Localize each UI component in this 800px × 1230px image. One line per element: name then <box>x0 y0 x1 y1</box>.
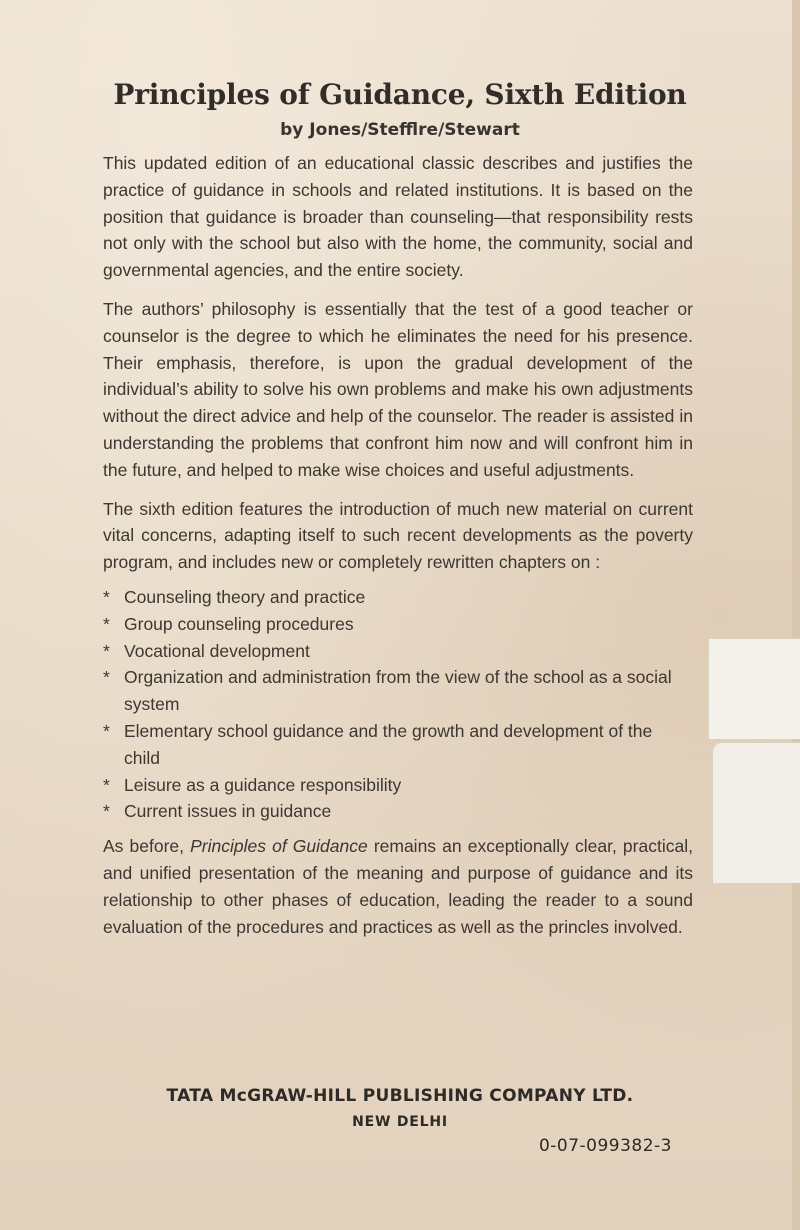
feature-item <box>103 664 693 718</box>
p4-rest: remains an exceptionally clear, practical, and unified presentation of the meaning and purpose of guidance and its relationship to other phases of education, leading the reader to a sound evaluation of the procedures and practices as well as the princles involved. <box>103 836 693 937</box>
feature-item <box>103 611 693 638</box>
p4-lead: As before, <box>103 836 185 857</box>
bullet-asterisk: * <box>103 720 110 741</box>
blurb-body <box>103 150 693 940</box>
feature-item <box>103 584 693 611</box>
bullet-asterisk: * <box>103 774 110 795</box>
publisher-city: NEW DELHI <box>352 1114 448 1130</box>
feature-text: Vocational development <box>124 640 310 661</box>
bullet-asterisk: * <box>103 586 110 607</box>
feature-text: Current issues in guidance <box>124 801 332 822</box>
book-title: Principles of Guidance, Sixth Edition <box>113 78 687 111</box>
blurb-paragraph-1: This updated edition of an educational classic describes and justifies the practice of guidance in schools and related institutions. It is based on the position that guidance is broader than counseling—that responsibility rests not only with the school but also with the home, the community, social and governmental agencies, and the entire society. <box>103 153 693 281</box>
feature-text: Organization and administration from the view of the school as a social system <box>124 667 672 715</box>
blurb-paragraph-3: The sixth edition features the introduction of much new material on current vital concerns, adapting itself to such recent developments as the poverty program, and includes new or completely rewritten chapters on : <box>103 498 693 573</box>
feature-text: Group counseling procedures <box>124 613 354 634</box>
isbn-number: 0-07-099382-3 <box>538 1136 672 1156</box>
feature-item <box>103 798 693 825</box>
feature-item <box>103 772 693 799</box>
bullet-asterisk: * <box>103 640 110 661</box>
feature-item <box>103 638 693 665</box>
bullet-asterisk: * <box>103 667 110 688</box>
bullet-asterisk: * <box>103 801 110 822</box>
tape-patch-lower <box>712 742 800 883</box>
cover-edge <box>792 0 800 1230</box>
book-title-italic: Principles of Guidance <box>190 836 368 857</box>
feature-text: Counseling theory and practice <box>124 586 366 607</box>
feature-list <box>103 584 693 825</box>
blurb-paragraph-4 <box>103 833 693 940</box>
feature-text: Elementary school guidance and the growth and development of the child <box>124 720 653 768</box>
publisher-name: TATA McGRAW-HILL PUBLISHING COMPANY LTD. <box>166 1086 634 1106</box>
blurb-paragraph-2: The authors’ philosophy is essentially that the test of a good teacher or counselor is the degree to which he eliminates the need for his presence. Their emphasis, therefore, is upon the gradual development of the individual’s ability to solve his own problems and make his own adjustments without the direct advice and help of the counselor. The reader is assisted in understanding the problems that confront him now and will confront him in the future, and helped to make wise choices and useful adjustments. <box>103 298 693 480</box>
feature-text: Leisure as a guidance responsibility <box>124 774 402 795</box>
author-byline: by Jones/Stefflre/Stewart <box>280 120 520 140</box>
feature-item <box>103 718 693 772</box>
tape-patch-upper <box>708 638 800 739</box>
bullet-asterisk: * <box>103 613 110 634</box>
